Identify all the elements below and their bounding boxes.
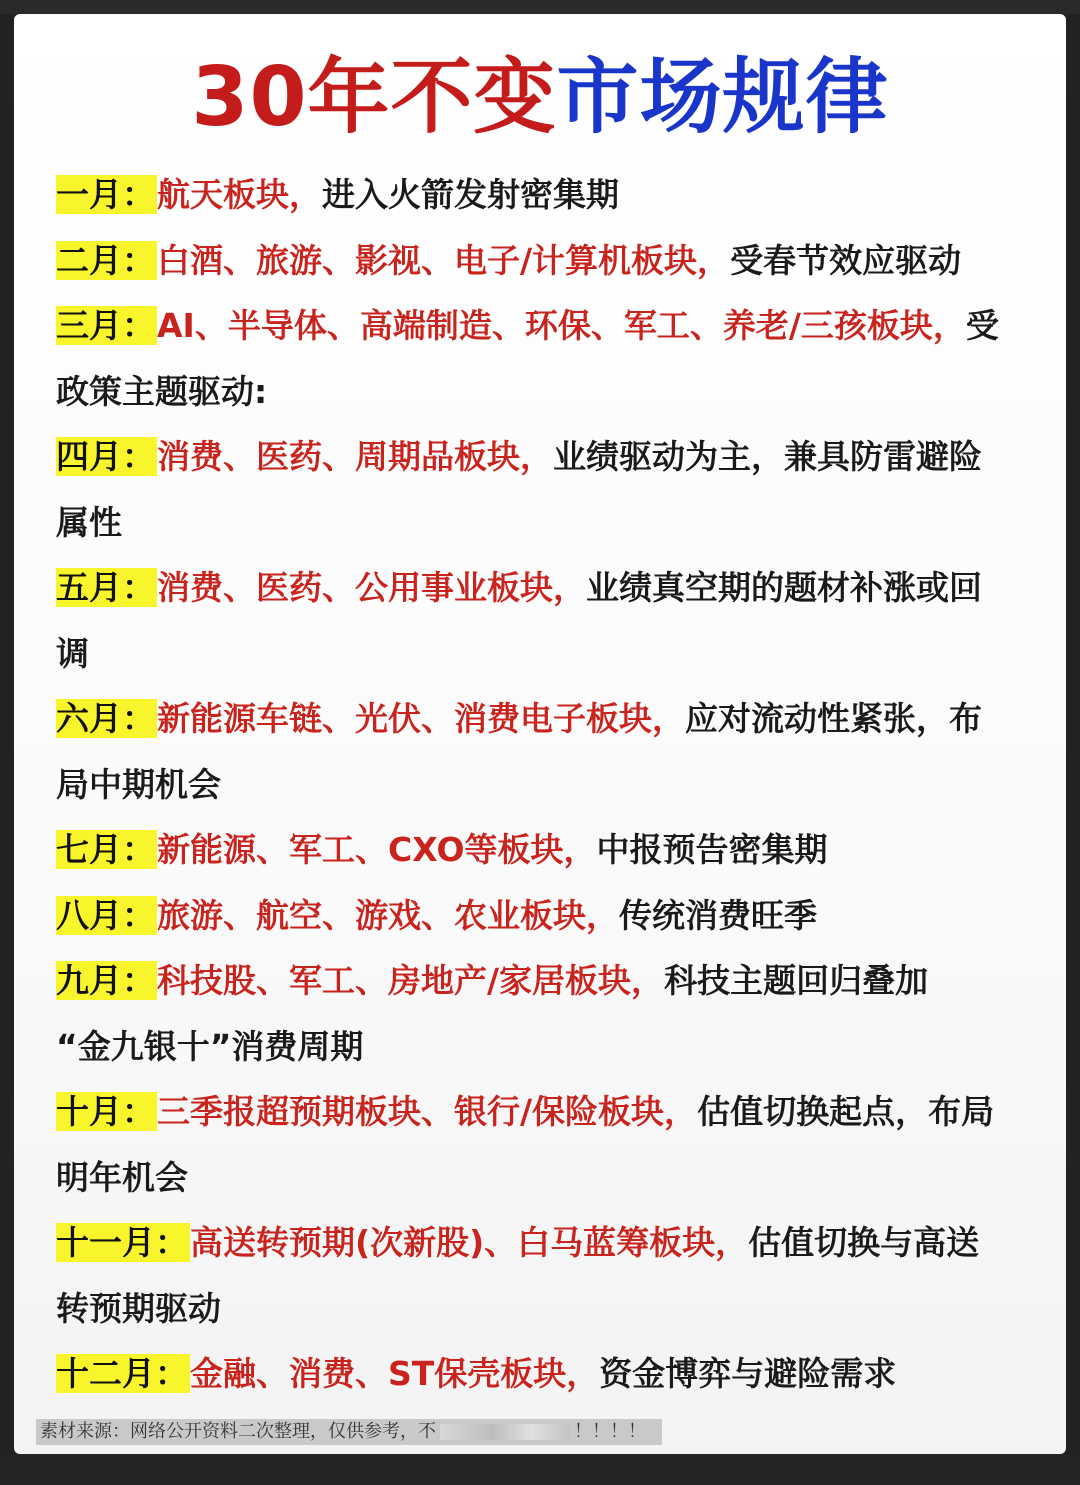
month-description: 科技主题回归叠加 (664, 961, 929, 1000)
sector-list: 高送转预期(次新股)、白马蓝筹板块， (190, 1223, 749, 1262)
month-entry (56, 424, 1046, 555)
bottom-border (0, 1454, 1080, 1485)
month-label: 九月： (56, 961, 155, 1000)
month-description-continued: 转预期驱动 (56, 1288, 221, 1328)
document-sheet (14, 14, 1066, 1454)
month-description-continued: 明年机会 (56, 1157, 188, 1197)
title-blue-part: 市场规律 (556, 50, 889, 145)
month-description-continued: 政策主题驱动: (56, 371, 268, 411)
month-entry (56, 555, 1046, 686)
blurred-text (440, 1424, 570, 1440)
month-label: 一月： (56, 175, 155, 214)
month-description: 传统消费旺季 (619, 895, 817, 935)
month-entry (56, 293, 1046, 424)
month-label: 七月： (56, 830, 155, 869)
month-label: 十二月： (56, 1354, 188, 1393)
month-entry (56, 228, 1046, 294)
month-entry (56, 162, 1046, 228)
sector-list: 三季报超预期板块、银行/保险板块， (157, 1092, 698, 1131)
source-note (36, 1419, 662, 1445)
month-description: 受春节效应驱动 (730, 240, 962, 280)
source-note-text: 素材来源：网络公开资料二次整理，仅供参考，不 (40, 1421, 436, 1442)
month-entry (56, 817, 1046, 883)
title-red-part: 30年不变 (191, 50, 557, 145)
month-label: 十月： (56, 1092, 155, 1131)
sector-list: 旅游、航空、游戏、农业板块， (157, 895, 619, 935)
sector-list: 白酒、旅游、影视、电子/计算机板块， (157, 240, 731, 280)
month-entry (56, 948, 1046, 1079)
month-description-continued: “金九银十”消费周期 (56, 1026, 364, 1066)
sector-list: 新能源车链、光伏、消费电子板块， (157, 699, 685, 738)
month-label: 五月： (56, 568, 155, 607)
month-description: 业绩驱动为主，兼具防雷避险 (553, 437, 982, 476)
month-description-continued: 属性 (56, 502, 122, 542)
month-label: 四月： (56, 437, 155, 476)
month-label: 八月： (56, 895, 155, 935)
sector-list: 消费、医药、周期品板块， (157, 437, 553, 476)
month-label: 十一月： (56, 1223, 188, 1262)
sector-list: 消费、医药、公用事业板块， (157, 568, 586, 607)
month-description: 估值切换起点，布局 (697, 1092, 995, 1131)
month-entry (56, 1210, 1046, 1341)
sector-list: 新能源、军工、CXO等板块， (157, 830, 597, 869)
month-label: 六月： (56, 699, 155, 738)
month-entry (56, 1079, 1046, 1210)
month-description: 业绩真空期的题材补涨或回 (586, 568, 982, 607)
month-description: 资金博弈与避险需求 (599, 1354, 897, 1393)
month-label: 三月： (56, 306, 155, 345)
month-entry (56, 686, 1046, 817)
month-description-continued: 局中期机会 (56, 764, 221, 804)
month-description: 估值切换与高送 (748, 1223, 980, 1262)
sector-list: AI、半导体、高端制造、环保、军工、养老/三孩板块， (157, 306, 966, 345)
month-description: 受 (965, 306, 999, 345)
month-description: 进入火箭发射密集期 (322, 175, 619, 214)
month-entry (56, 883, 1046, 949)
page-title (14, 48, 1066, 148)
month-entry (56, 1341, 1046, 1407)
sector-list: 科技股、军工、房地产/家居板块， (157, 961, 665, 1000)
source-note-suffix: ！！！！ (574, 1421, 646, 1442)
top-border (0, 0, 1080, 14)
month-list (56, 162, 1046, 1407)
sector-list: 航天板块， (157, 175, 322, 214)
month-label: 二月： (56, 240, 155, 280)
month-description: 应对流动性紧张，布 (685, 699, 982, 738)
sector-list: 金融、消费、ST保壳板块， (190, 1354, 600, 1393)
month-description-continued: 调 (56, 633, 89, 673)
month-description: 中报预告密集期 (596, 830, 828, 869)
